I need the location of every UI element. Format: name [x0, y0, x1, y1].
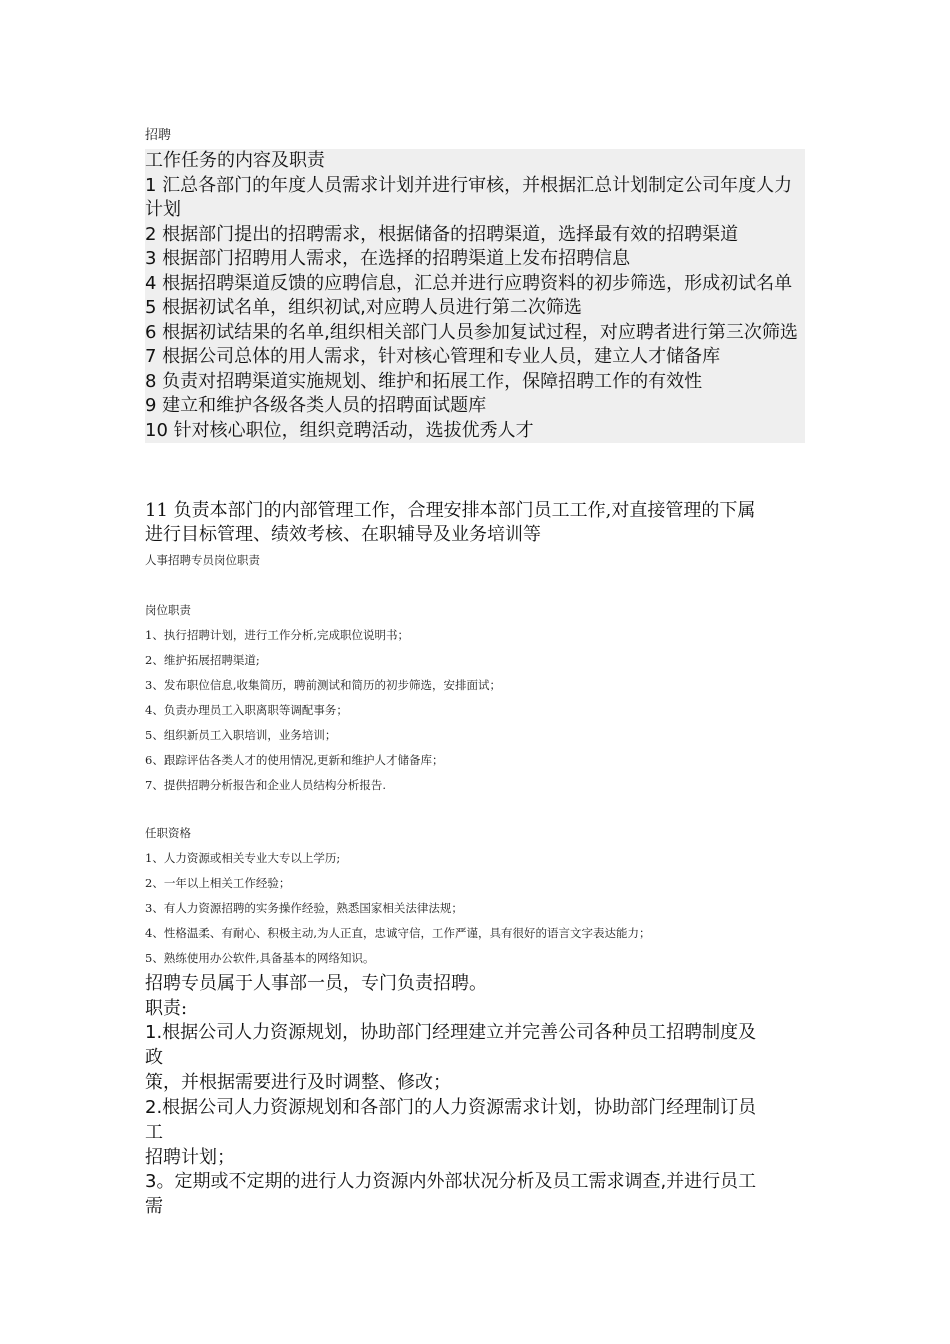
qualification-item: 3、有人力资源招聘的实务操作经验，熟悉国家相关法律法规； — [145, 901, 463, 915]
duty-paragraph-line: 需 — [145, 1196, 163, 1217]
task-section — [145, 149, 805, 443]
qualifications-title: 任职资格 — [145, 826, 191, 840]
task-item: 3 根据部门招聘用人需求，在选择的招聘渠道上发布招聘信息 — [145, 248, 631, 269]
task-item: 4 根据招聘渠道反馈的应聘信息，汇总并进行应聘资料的初步筛选，形成初试名单 — [145, 272, 793, 294]
duty-item: 1、执行招聘计划，进行工作分析,完成职位说明书； — [145, 628, 409, 642]
duty-item: 5、组织新员工入职培训，业务培训； — [145, 728, 337, 742]
duty-paragraph-line: 1.根据公司人力资源规划，协助部门经理建立并完善公司各种员工招聘制度及 — [145, 1022, 757, 1043]
qualification-item: 2、一年以上相关工作经验； — [145, 876, 291, 890]
task-item: 1 汇总各部门的年度人员需求计划并进行审核，并根据汇总计划制定公司年度人力计划 — [145, 174, 793, 220]
task-item: 5 根据初试名单，组织初试,对应聘人员进行第二次筛选 — [145, 297, 582, 318]
task-item-11-line-1: 11 负责本部门的内部管理工作，合理安排本部门员工工作,对直接管理的下属 — [145, 500, 756, 521]
duty-paragraph-line: 招聘计划； — [145, 1147, 235, 1168]
duty-label: 职责: — [145, 998, 188, 1019]
specialist-title: 人事招聘专员岗位职责 — [145, 553, 260, 567]
duty-item: 6、跟踪评估各类人才的使用情况,更新和维护人才储备库； — [145, 753, 444, 767]
duty-paragraph-line: 政 — [145, 1047, 163, 1068]
task-item: 6 根据初试结果的名单,组织相关部门人员参加复试过程，对应聘者进行第三次筛选 — [145, 321, 798, 343]
duty-item: 3、发布职位信息,收集简历，聘前测试和简历的初步筛选，安排面试； — [145, 678, 501, 692]
intro-line: 招聘专员属于人事部一员，专门负责招聘。 — [145, 973, 487, 994]
task-section-title: 工作任务的内容及职责 — [145, 150, 325, 171]
qualification-item: 4、性格温柔、有耐心、积极主动,为人正直，忠诚守信，工作严谨，具有很好的语言文字表达能力； — [145, 926, 651, 940]
duty-item: 2、维护拓展招聘渠道; — [145, 653, 260, 667]
duty-item: 4、负责办理员工入职离职等调配事务； — [145, 703, 348, 717]
duty-paragraph-line: 策，并根据需要进行及时调整、修改； — [145, 1072, 451, 1093]
qualification-item: 5、熟练使用办公软件,具备基本的网络知识。 — [145, 951, 375, 965]
duty-paragraph-line: 2.根据公司人力资源规划和各部门的人力资源需求计划，协助部门经理制订员 — [145, 1097, 757, 1118]
duties-title: 岗位职责 — [145, 603, 191, 617]
task-item: 8 负责对招聘渠道实施规划、维护和拓展工作，保障招聘工作的有效性 — [145, 370, 703, 392]
task-item: 7 根据公司总体的用人需求，针对核心管理和专业人员，建立人才储备库 — [145, 346, 721, 367]
task-item: 10 针对核心职位，组织竞聘活动，选拔优秀人才 — [145, 419, 534, 441]
duty-paragraph-line: 3。定期或不定期的进行人力资源内外部状况分析及员工需求调查,并进行员工 — [145, 1171, 757, 1192]
duty-paragraph-line: 工 — [145, 1122, 163, 1143]
task-item: 9 建立和维护各级各类人员的招聘面试题库 — [145, 395, 487, 416]
qualification-item: 1、人力资源或相关专业大专以上学历; — [145, 851, 341, 865]
task-item: 2 根据部门提出的招聘需求，根据储备的招聘渠道，选择最有效的招聘渠道 — [145, 223, 739, 245]
task-item-11-line-2: 进行目标管理、绩效考核、在职辅导及业务培训等 — [145, 524, 541, 545]
duty-item: 7、提供招聘分析报告和企业人员结构分析报告. — [145, 778, 386, 792]
doc-heading: 招聘 — [145, 128, 172, 143]
